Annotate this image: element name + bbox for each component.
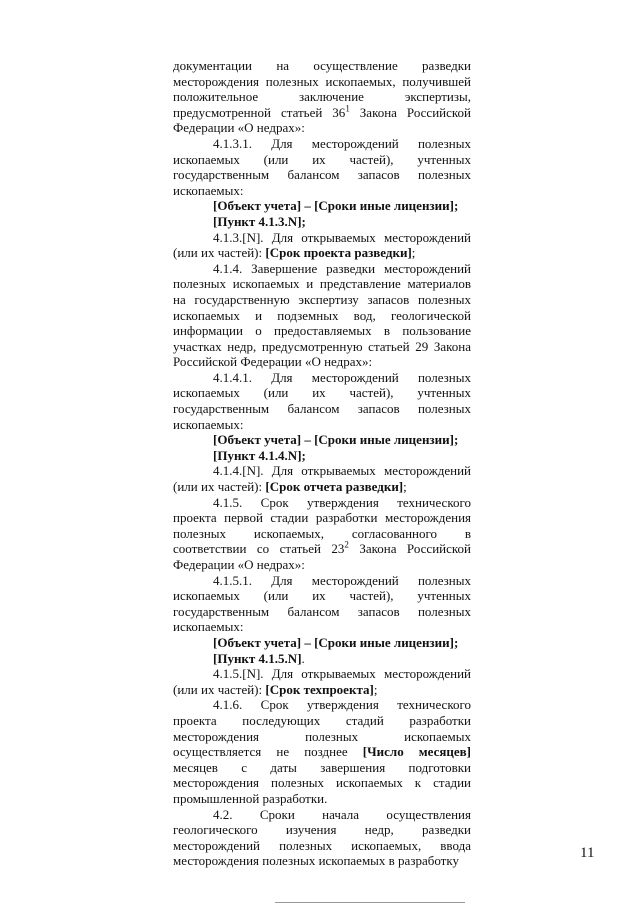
text-run: 4.1.3.1. Для месторождений полезных ископаемых (или их частей), учтенных государственным балансом запасов полезных ископаемых: (173, 135, 471, 198)
paragraph (173, 448, 471, 464)
bold-text: [Срок техпроекта] (265, 681, 374, 697)
paragraph (173, 807, 471, 869)
page-number: 11 (580, 845, 595, 861)
paragraph (173, 697, 471, 806)
paragraph (173, 261, 471, 370)
bold-text: [Число месяцев] (362, 744, 472, 760)
bold-text: [Срок отчета разведки] (265, 479, 404, 495)
text-run: ; (373, 681, 378, 697)
document-body (173, 58, 471, 869)
paragraph (173, 214, 471, 230)
text-run: 4.1.5. Срок утверждения технического проекта первой стадии разработки месторождения полезных ископаемых, согласованного в соответствии со статьей 23 (173, 494, 471, 557)
text-run: ; (411, 245, 416, 261)
paragraph (173, 651, 471, 667)
bold-text: [Срок проекта разведки] (265, 245, 412, 261)
scan-edge-line (275, 902, 465, 903)
paragraph (173, 432, 471, 448)
superscript: 2 (344, 540, 349, 551)
text-run: 4.1.5.1. Для месторождений полезных ископаемых (или их частей), учтенных государственным балансом запасов полезных ископаемых: (173, 572, 471, 635)
bold-text: [Объект учета] – [Сроки иные лицензии]; (213, 634, 459, 650)
text-run: 4.1.5.[N]. Для открываемых месторождений (или их частей): (173, 666, 471, 697)
bold-text: [Объект учета] – [Сроки иные лицензии]; (213, 198, 459, 214)
text-run: документации на осуществление разведки месторождения полезных ископаемых, получившей положительное заключение экспертизы, предусмотренной статьей 36 (173, 58, 471, 120)
bold-text: [Объект учета] – [Сроки иные лицензии]; (213, 432, 459, 448)
text-run: Закона Российской Федерации «О недрах»: (173, 104, 471, 136)
text-run: Закона Российской Федерации «О недрах»: (173, 541, 472, 572)
paragraph (173, 635, 471, 651)
bold-text: [Пункт 4.1.5.N] (213, 650, 302, 666)
paragraph (173, 136, 471, 198)
text-run: ; (403, 479, 407, 495)
text-run: 4.1.4. Завершение разведки месторождений полезных ископаемых и представление материалов на государственную экспертизу запасов полезных ископаемых и подземных вод, геологической информации о предоставляемых в пользование участках недр, предусмотренную статьей 29 Закона Российской Федерации «О недрах»: (173, 260, 471, 370)
paragraph (173, 463, 471, 494)
bold-text: [Пункт 4.1.4.N]; (213, 447, 306, 463)
paragraph (173, 573, 471, 635)
paragraph (173, 370, 471, 432)
text-run: месяцев с даты завершения подготовки месторождения полезных ископаемых к стадии промышленной разработки. (173, 759, 471, 806)
paragraph (173, 198, 471, 214)
superscript: 1 (345, 103, 350, 114)
text-run: 4.1.6. Срок утверждения технического проекта последующих стадий разработки месторождения полезных ископаемых осуществляется не позднее (173, 697, 471, 760)
text-run: . (301, 650, 305, 666)
paragraph (173, 495, 471, 573)
paragraph (173, 58, 471, 136)
paragraph (173, 666, 471, 697)
text-run: 4.1.4.[N]. Для открываемых месторождений (или их частей): (173, 463, 471, 495)
text-run: 4.1.4.1. Для месторождений полезных ископаемых (или их частей), учтенных государственным балансом запасов полезных ископаемых: (173, 369, 471, 432)
text-run: 4.2. Сроки начала осуществления геологического изучения недр, разведки месторождений полезных ископаемых, ввода месторождения полезных ископаемых в разработку (173, 806, 471, 869)
bold-text: [Пункт 4.1.3.N]; (213, 213, 306, 229)
text-run: 4.1.3.[N]. Для открываемых месторождений (или их частей): (173, 229, 471, 261)
paragraph (173, 230, 471, 261)
